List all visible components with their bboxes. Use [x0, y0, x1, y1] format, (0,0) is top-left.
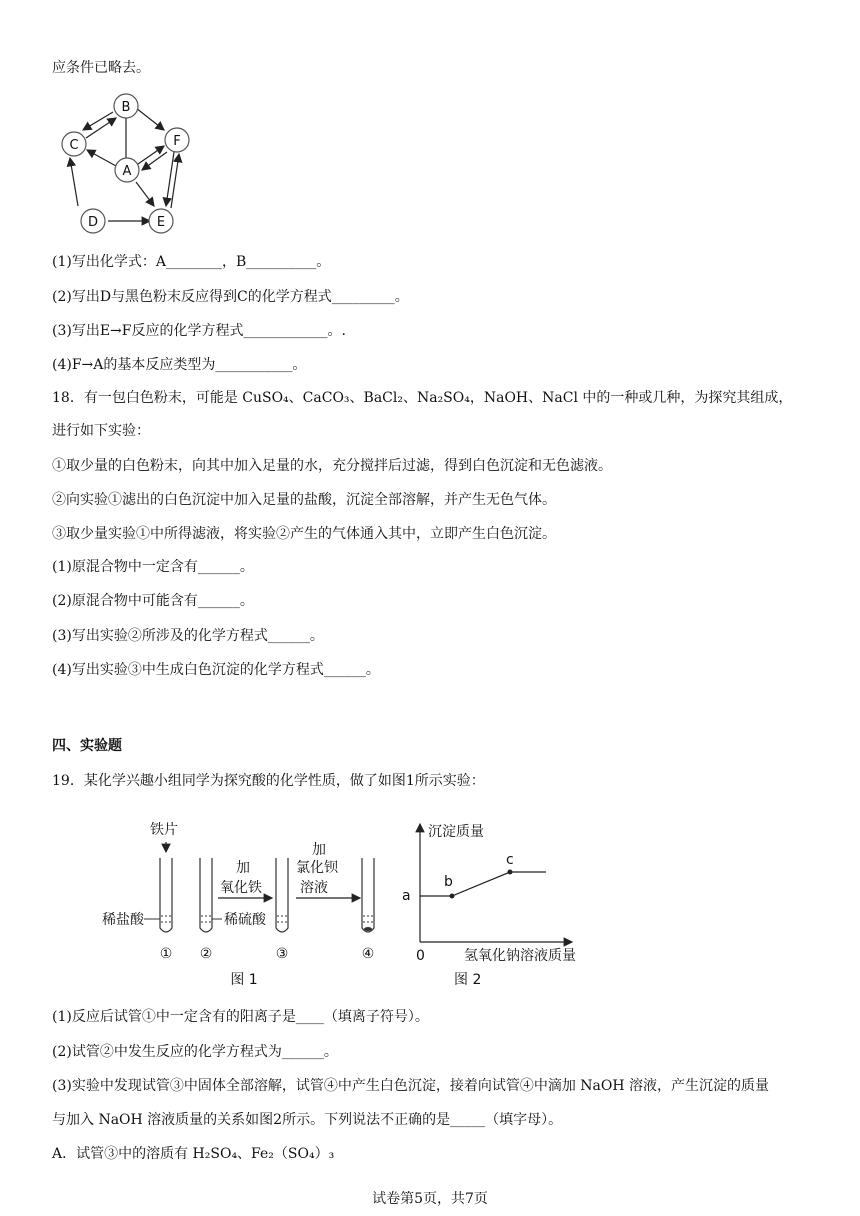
q18-part-2: (2)原混合物中可能含有______。 — [52, 593, 254, 609]
label-dilute-hcl: 稀盐酸 — [102, 912, 144, 928]
tube-label-1: ① — [159, 946, 173, 962]
q18-part-4: (4)写出实验③中生成白色沉淀的化学方程式______。 — [52, 662, 380, 678]
figure-2-caption: 图 2 — [454, 972, 482, 988]
q19-part-3-line1: (3)实验中发现试管③中固体全部溶解，试管④中产生白色沉淀，接着向试管④中滴加 NaOH 溶液，产生沉淀的质量 — [52, 1078, 770, 1094]
node-label-d: D — [87, 215, 99, 230]
label-bacl2: 氯化钡 — [296, 860, 338, 876]
label-add-2: 加 — [312, 842, 326, 858]
q19-part-1: (1)反应后试管①中一定含有的阳离子是____（填离子符号）。 — [52, 1009, 429, 1025]
label-add-1: 加 — [236, 860, 250, 876]
q17-part-4: (4)F→A的基本反应类型为___________。 — [52, 357, 307, 373]
relationship-diagram — [50, 88, 210, 238]
x-axis-label: 氢氧化钠溶液质量 — [464, 948, 576, 964]
figure-1-test-tubes — [100, 812, 400, 992]
figure-2-graph — [400, 812, 600, 992]
point-label-a: a — [402, 888, 411, 904]
label-iron-sheet: 铁片 — [150, 822, 178, 838]
test-tube-1 — [160, 858, 172, 932]
q18-part-1: (1)原混合物中一定含有______。 — [52, 559, 254, 575]
test-tube-2 — [200, 858, 212, 932]
point-b — [450, 894, 455, 899]
origin-label: 0 — [416, 948, 425, 964]
q19-part-3-line2: 与加入 NaOH 溶液质量的关系如图2所示。下列说法不正确的是_____（填字母）。 — [52, 1112, 563, 1128]
q18-part-3: (3)写出实验②所涉及的化学方程式______。 — [52, 628, 324, 644]
precipitate — [364, 927, 372, 931]
test-tube-3 — [276, 858, 288, 932]
q19-stem: 19．某化学兴趣小组同学为探究酸的化学性质，做了如图1所示实验： — [52, 773, 485, 789]
node-label-b: B — [121, 100, 131, 115]
figure-1-caption: 图 1 — [230, 972, 258, 988]
point-c — [508, 870, 513, 875]
label-dilute-h2so4: 稀硫酸 — [224, 912, 266, 928]
node-label-f: F — [173, 134, 181, 149]
node-label-c: C — [69, 138, 79, 153]
y-axis-label: 沉淀质量 — [428, 824, 484, 840]
continuation-text: 应条件已略去。 — [52, 60, 150, 76]
node-label-a: A — [122, 164, 132, 179]
q17-part-3: (3)写出E→F反应的化学方程式____________。. — [52, 323, 346, 339]
point-label-b: b — [444, 874, 453, 890]
node-label-e: E — [156, 215, 166, 230]
q18-step-2: ②向实验①滤出的白色沉淀中加入足量的盐酸，沉淀全部溶解，并产生无色气体。 — [52, 492, 556, 508]
label-solution: 溶液 — [300, 880, 328, 896]
q19-option-a: A．试管③中的溶质有 H₂SO₄、Fe₂（SO₄）₃ — [52, 1146, 335, 1162]
point-label-c: c — [506, 852, 514, 868]
precipitate-curve — [420, 872, 546, 896]
q18-stem-line2: 进行如下实验： — [52, 423, 150, 439]
q17-part-1: (1)写出化学式：A________，B__________。 — [52, 254, 331, 270]
section-title: 四、实验题 — [52, 738, 122, 754]
test-tube-4 — [362, 858, 374, 932]
q17-part-2: (2)写出D与黑色粉末反应得到C的化学方程式_________。 — [52, 289, 409, 305]
tube-label-4: ④ — [361, 946, 375, 962]
q18-step-3: ③取少量实验①中所得滤液，将实验②产生的气体通入其中，立即产生白色沉淀。 — [52, 526, 556, 542]
tube-label-3: ③ — [275, 946, 289, 962]
tube-label-2: ② — [199, 946, 213, 962]
label-iron-oxide: 氧化铁 — [220, 880, 262, 896]
page-footer: 试卷第5页，共7页 — [372, 1191, 488, 1207]
q18-step-1: ①取少量的白色粉末，向其中加入足量的水，充分搅拌后过滤，得到白色沉淀和无色滤液。 — [52, 458, 612, 474]
q19-part-2: (2)试管②中发生反应的化学方程式为______。 — [52, 1044, 338, 1060]
q18-stem-line1: 18．有一包白色粉末，可能是 CuSO₄、CaCO₃、BaCl₂、Na₂SO₄，NaOH、NaCl 中的一种或几种，为探究其组成， — [52, 390, 793, 406]
